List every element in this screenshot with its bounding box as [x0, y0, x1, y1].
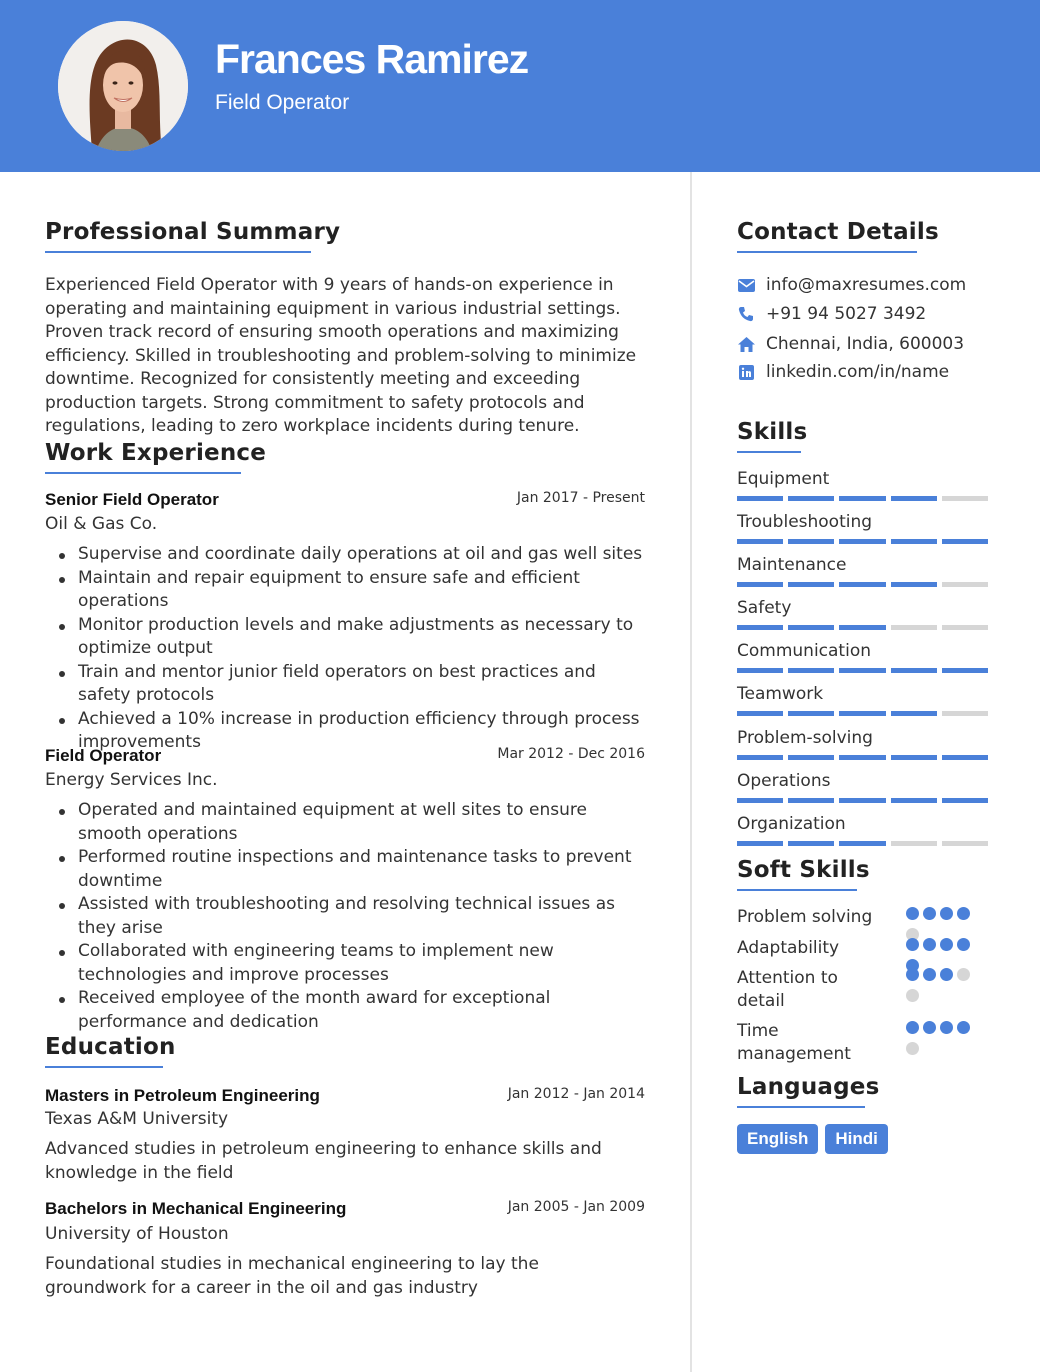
- job-dates: Mar 2012 - Dec 2016: [497, 746, 645, 762]
- skill-level-segment: [891, 841, 937, 846]
- skill-name: Communication: [737, 641, 871, 661]
- skill-level-bar: [737, 841, 993, 846]
- skill-item: [737, 684, 993, 704]
- skill-item: [737, 555, 993, 575]
- skill-level-segment: [737, 625, 783, 630]
- soft-skill-item: [737, 967, 993, 1013]
- rating-dot: [906, 1042, 919, 1055]
- rating-dot: [923, 1021, 936, 1034]
- skill-level-segment: [942, 625, 988, 630]
- skill-level-bar: [737, 539, 993, 544]
- contact-address: [737, 332, 964, 356]
- soft-skill-item: [737, 906, 993, 929]
- skill-level-segment: [737, 668, 783, 673]
- rating-dot: [940, 1021, 953, 1034]
- skill-level-segment: [737, 841, 783, 846]
- skill-level-segment: [788, 582, 834, 587]
- contact-email: [737, 273, 966, 297]
- skill-level-segment: [788, 539, 834, 544]
- skill-level-bar: [737, 755, 993, 760]
- job-bullets: [45, 543, 645, 755]
- skill-item: [737, 469, 993, 489]
- language-badge: Hindi: [825, 1124, 888, 1154]
- list-item: Received employee of the month award for exceptional performance and dedication: [45, 987, 645, 1034]
- home-icon: [737, 335, 755, 353]
- rating-dot: [906, 1021, 919, 1034]
- rating-dot: [940, 968, 953, 981]
- rating-dot: [906, 989, 919, 1002]
- candidate-name: Frances Ramirez: [215, 36, 529, 82]
- skill-item: [737, 771, 993, 791]
- skill-level-segment: [839, 755, 885, 760]
- list-item: Collaborated with engineering teams to implement new technologies and improve processes: [45, 940, 645, 987]
- language-badges: [737, 1124, 895, 1154]
- skill-level-segment: [891, 625, 937, 630]
- section-heading-soft-skills: Soft Skills: [737, 857, 857, 891]
- skill-name: Equipment: [737, 469, 830, 489]
- phone-icon: [737, 305, 755, 323]
- skill-level-segment: [942, 798, 988, 803]
- skill-level-segment: [737, 798, 783, 803]
- education-dates: Jan 2005 - Jan 2009: [507, 1199, 645, 1215]
- skill-level-bar: [737, 711, 993, 716]
- soft-skill-rating: [906, 968, 978, 1010]
- skill-level-segment: [788, 798, 834, 803]
- list-item: Assisted with troubleshooting and resolving technical issues as they arise: [45, 893, 645, 940]
- list-item: Operated and maintained equipment at well sites to ensure smooth operations: [45, 799, 645, 846]
- school-name: University of Houston: [45, 1224, 229, 1244]
- skill-level-segment: [737, 711, 783, 716]
- list-item: Performed routine inspections and maintenance tasks to prevent downtime: [45, 846, 645, 893]
- rating-dot: [957, 1021, 970, 1034]
- section-heading-education: Education: [45, 1034, 163, 1068]
- skill-name: Maintenance: [737, 555, 847, 575]
- section-heading-experience: Work Experience: [45, 440, 241, 474]
- skill-level-segment: [839, 668, 885, 673]
- rating-dot: [923, 968, 936, 981]
- skill-level-segment: [788, 625, 834, 630]
- contact-linkedin: [737, 360, 949, 384]
- envelope-icon: [737, 276, 755, 294]
- skill-level-segment: [839, 711, 885, 716]
- list-item: Maintain and repair equipment to ensure safe and efficient operations: [45, 567, 645, 614]
- skill-name: Safety: [737, 598, 792, 618]
- school-name: Texas A&M University: [45, 1109, 229, 1129]
- skill-level-segment: [788, 711, 834, 716]
- skill-level-segment: [788, 841, 834, 846]
- list-item: Achieved a 10% increase in production efficiency through process improvements: [45, 708, 645, 755]
- degree-title: Bachelors in Mechanical Engineering: [45, 1199, 347, 1218]
- skill-item: [737, 814, 993, 834]
- section-heading-contact: Contact Details: [737, 219, 917, 253]
- list-item: Train and mentor junior field operators on best practices and safety protocols: [45, 661, 645, 708]
- job-dates: Jan 2017 - Present: [516, 490, 645, 506]
- skill-level-segment: [891, 711, 937, 716]
- skill-name: Problem-solving: [737, 728, 873, 748]
- section-heading-languages: Languages: [737, 1074, 865, 1108]
- profile-photo: [58, 21, 188, 151]
- skill-level-segment: [839, 841, 885, 846]
- rating-dot: [906, 968, 919, 981]
- skill-level-segment: [891, 496, 937, 501]
- skill-level-segment: [942, 668, 988, 673]
- list-item: Monitor production levels and make adjustments as necessary to optimize output: [45, 614, 645, 661]
- language-badge: English: [737, 1124, 818, 1154]
- skill-level-segment: [788, 755, 834, 760]
- skill-level-segment: [891, 539, 937, 544]
- section-heading-summary: Professional Summary: [45, 219, 311, 253]
- education-dates: Jan 2012 - Jan 2014: [507, 1086, 645, 1102]
- skill-level-segment: [942, 841, 988, 846]
- soft-skill-name: Problem solving: [737, 907, 873, 927]
- rating-dot: [940, 938, 953, 951]
- job-title: Field Operator: [45, 746, 162, 765]
- contact-phone: [737, 302, 926, 326]
- skill-item: [737, 512, 993, 532]
- rating-dot: [906, 938, 919, 951]
- soft-skill-item: [737, 937, 993, 960]
- column-divider: [690, 172, 692, 1372]
- rating-dot: [906, 907, 919, 920]
- job-title: Senior Field Operator: [45, 490, 219, 509]
- soft-skill-name: Attention to detail: [737, 968, 838, 1011]
- rating-dot: [957, 938, 970, 951]
- list-item: Supervise and coordinate daily operations at oil and gas well sites: [45, 543, 645, 567]
- rating-dot: [957, 968, 970, 981]
- skill-level-bar: [737, 798, 993, 803]
- skill-level-segment: [788, 668, 834, 673]
- soft-skill-name: Adaptability: [737, 938, 840, 958]
- skill-level-bar: [737, 625, 993, 630]
- avatar-portrait: [58, 21, 188, 151]
- soft-skill-rating: [906, 1021, 978, 1063]
- education-description: Foundational studies in mechanical engineering to lay the groundwork for a career in the oil and gas industry: [45, 1254, 539, 1298]
- skill-item: [737, 728, 993, 748]
- skill-level-segment: [891, 755, 937, 760]
- summary-text: Experienced Field Operator with 9 years of hands-on experience in operating and maintaining equipment in various industrial settings. Proven track record of ensuring smooth operations and maximizing efficiency. Skilled in troubleshooting and problem-solving to minimize downtime. Recognized for consistently meeting and exceeding production targets. Strong commitment to safety protocols and regulations, leading to zero workplace incidents during tenure.: [45, 275, 637, 436]
- soft-skill-item: [737, 1020, 993, 1066]
- rating-dot: [923, 938, 936, 951]
- skill-level-segment: [788, 496, 834, 501]
- skill-level-segment: [942, 711, 988, 716]
- skill-level-segment: [839, 625, 885, 630]
- skill-level-segment: [891, 668, 937, 673]
- skill-level-segment: [942, 582, 988, 587]
- skill-level-segment: [737, 755, 783, 760]
- skill-level-segment: [737, 496, 783, 501]
- skill-level-segment: [737, 582, 783, 587]
- education-description: Advanced studies in petroleum engineering to enhance skills and knowledge in the field: [45, 1139, 602, 1183]
- job-bullets: [45, 799, 645, 1034]
- candidate-title: Field Operator: [215, 91, 350, 114]
- skill-level-segment: [839, 798, 885, 803]
- skill-level-segment: [942, 755, 988, 760]
- skill-name: Organization: [737, 814, 846, 834]
- contact-phone-text: +91 94 5027 3492: [766, 304, 927, 324]
- skill-name: Operations: [737, 771, 831, 791]
- skill-level-segment: [737, 539, 783, 544]
- resume-header: [0, 0, 1040, 172]
- skill-level-segment: [891, 798, 937, 803]
- contact-address-text: Chennai, India, 600003: [766, 334, 965, 354]
- skill-level-segment: [839, 539, 885, 544]
- contact-linkedin-text[interactable]: linkedin.com/in/name: [766, 362, 950, 382]
- degree-title: Masters in Petroleum Engineering: [45, 1086, 320, 1105]
- job-company: Energy Services Inc.: [45, 770, 218, 790]
- job-company: Oil & Gas Co.: [45, 514, 158, 534]
- skill-name: Troubleshooting: [737, 512, 873, 532]
- skill-level-bar: [737, 582, 993, 587]
- soft-skill-name: Time management: [737, 1021, 851, 1064]
- contact-email-text[interactable]: info@maxresumes.com: [766, 275, 967, 295]
- skill-item: [737, 598, 993, 618]
- skill-name: Teamwork: [737, 684, 824, 704]
- skill-level-segment: [891, 582, 937, 587]
- skill-level-segment: [942, 496, 988, 501]
- rating-dot: [940, 907, 953, 920]
- rating-dot: [923, 907, 936, 920]
- skill-level-bar: [737, 496, 993, 501]
- skill-level-segment: [839, 496, 885, 501]
- skill-item: [737, 641, 993, 661]
- linkedin-icon: [737, 363, 755, 381]
- skill-level-segment: [839, 582, 885, 587]
- skill-level-bar: [737, 668, 993, 673]
- rating-dot: [957, 907, 970, 920]
- section-heading-skills: Skills: [737, 419, 801, 453]
- skill-level-segment: [942, 539, 988, 544]
